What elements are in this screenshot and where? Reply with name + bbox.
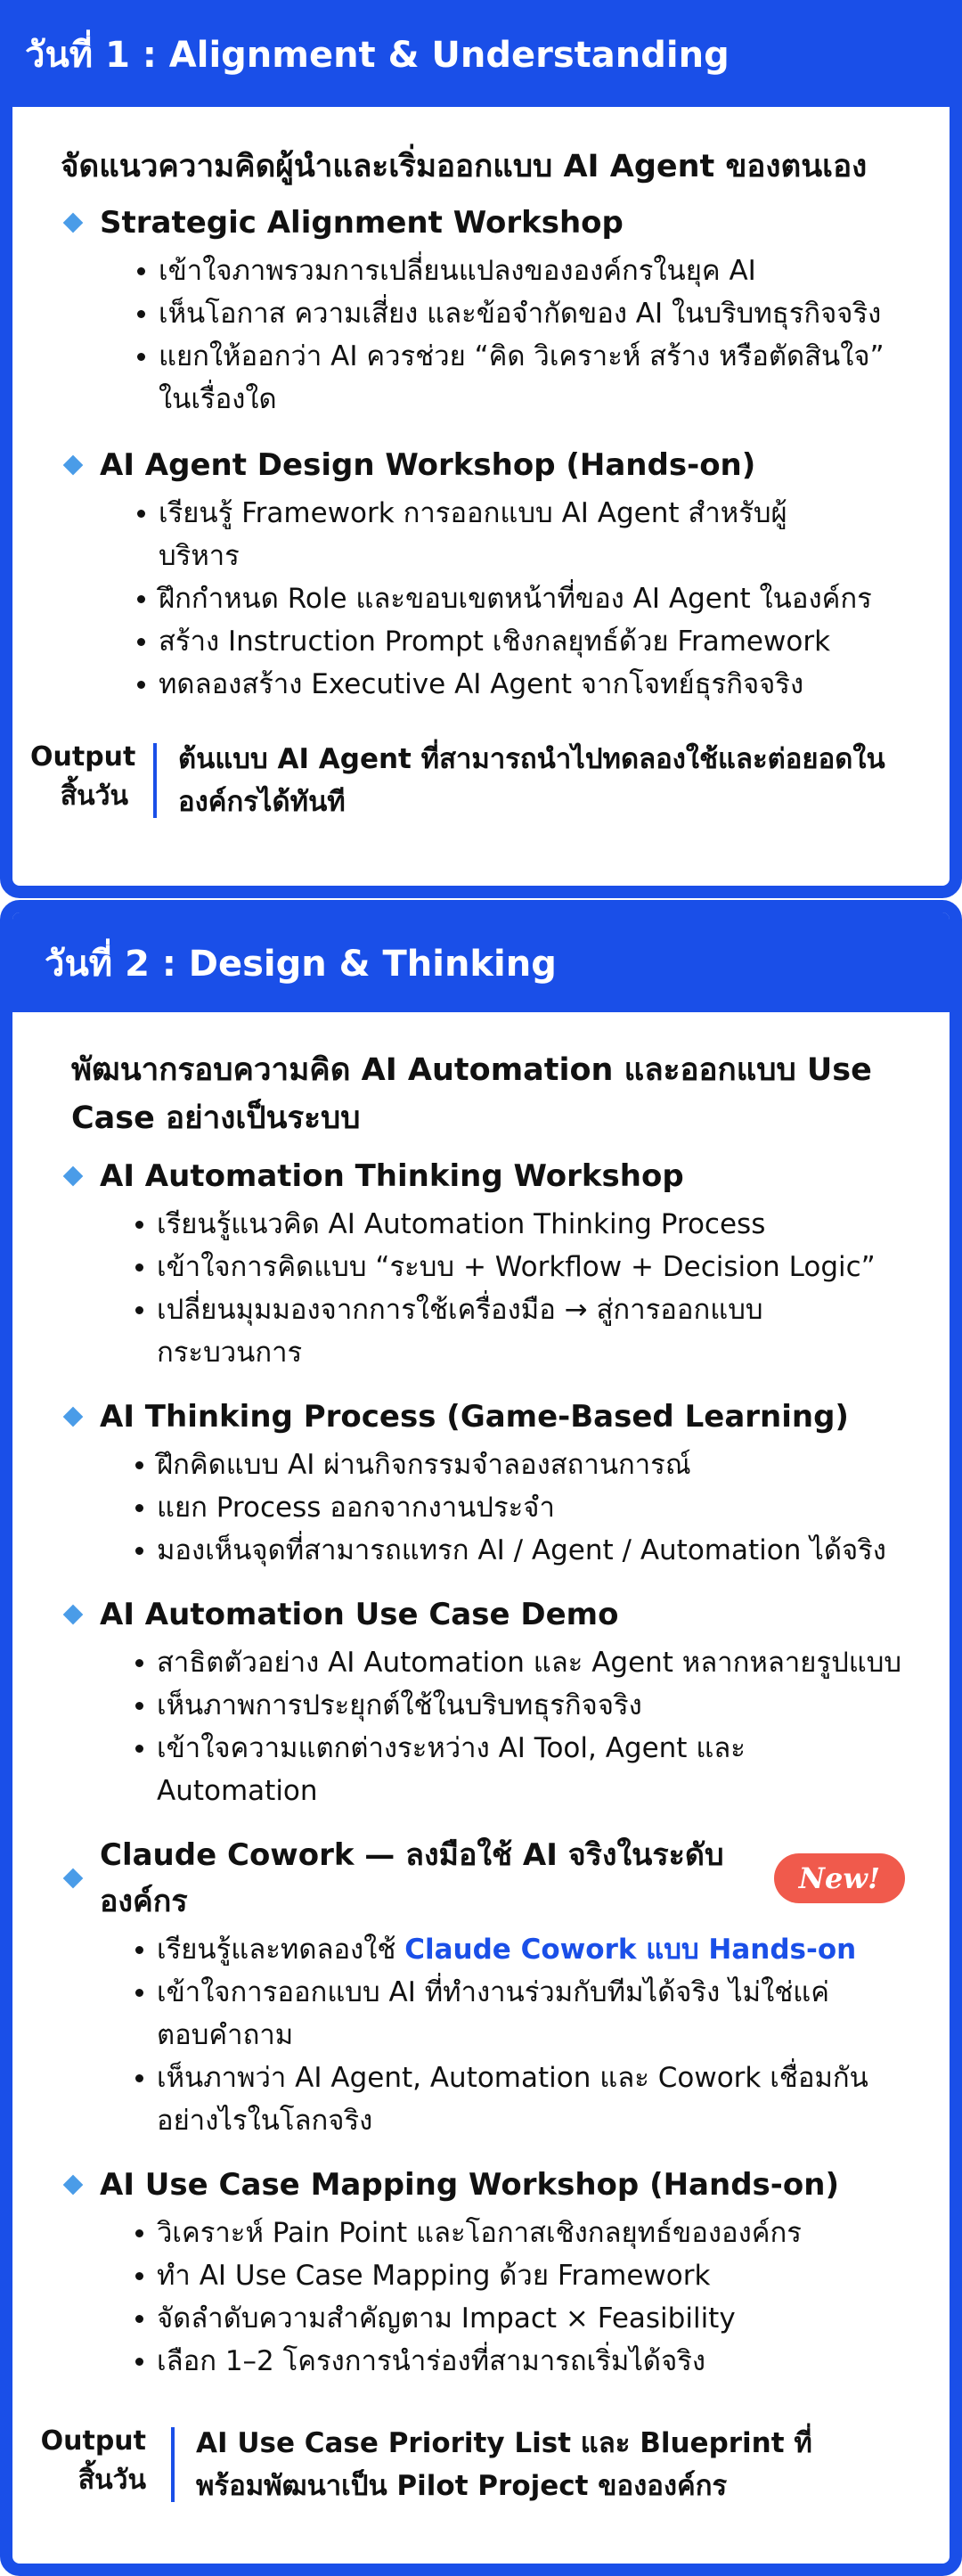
list-item: มองเห็นจุดที่สามารถแทรก AI / Agent / Automation ได้จริง	[135, 1529, 905, 1572]
day2-section-use-case-mapping	[71, 2162, 905, 2383]
section-title-text: AI Automation Thinking Workshop	[100, 1158, 684, 1194]
diamond-icon	[63, 455, 84, 476]
list-item	[135, 1928, 905, 1971]
diamond-icon	[63, 2175, 84, 2196]
day1-section-agent-design	[61, 442, 905, 706]
diamond-icon	[63, 1166, 84, 1187]
section-title-text: AI Use Case Mapping Workshop (Hands-on)	[100, 2167, 839, 2203]
day2-section-use-case-demo	[71, 1591, 905, 1812]
section-title	[61, 1153, 905, 1199]
list-item: แยก Process ออกจากงานประจำ	[135, 1486, 905, 1529]
list-item: เปลี่ยนมุมมองจากการใช้เครื่องมือ → สู่การออกแบบกระบวนการ	[135, 1288, 905, 1374]
day1-header: วันที่ 1 : Alignment & Understanding	[12, 12, 950, 107]
list-item: เห็นโอกาส ความเสี่ยง และข้อจำกัดของ AI ในบริบทธุรกิจจริง	[137, 292, 905, 335]
list-item: เข้าใจการออกแบบ AI ที่ทำงานร่วมกับทีมได้จริง ไม่ใช่แค่ตอบคำถาม	[135, 1971, 905, 2057]
list-item-text: เรียนรู้และทดลองใช้	[157, 1934, 405, 1966]
bullet-list	[71, 1203, 905, 1374]
bullet-list	[71, 1928, 905, 2142]
output-text: AI Use Case Priority List และ Blueprint ที่พร้อมพัฒนาเป็น Pilot Project ขององค์กร	[196, 2427, 812, 2502]
list-item: เห็นภาพว่า AI Agent, Automation และ Cowork เชื่อมกันอย่างไรในโลกจริง	[135, 2057, 905, 2142]
diamond-icon	[63, 1605, 84, 1625]
section-title-text: Strategic Alignment Workshop	[100, 205, 624, 241]
highlight-text: Claude Cowork แบบ Hands-on	[404, 1934, 857, 1966]
list-item: เรียนรู้ Framework การออกแบบ AI Agent สำหรับผู้บริหาร	[137, 492, 905, 577]
section-title-text: Claude Cowork — ลงมือใช้ AI จริงในระดับองค์กร	[100, 1837, 724, 1919]
list-item: ทดลองสร้าง Executive AI Agent จากโจทย์ธุรกิจจริง	[137, 663, 905, 706]
day1-output	[30, 738, 905, 823]
output-label	[39, 2422, 146, 2500]
list-item: จัดลำดับความสำคัญตาม Impact × Feasibility	[135, 2297, 905, 2340]
list-item: ฝึกกำหนด Role และขอบเขตหน้าที่ของ AI Agent ในองค์กร	[137, 577, 905, 620]
day1-body	[12, 107, 950, 823]
section-title	[61, 442, 905, 488]
diamond-icon	[63, 1407, 84, 1427]
section-title	[61, 200, 905, 246]
output-divider	[171, 2427, 175, 2502]
list-item: เข้าใจการคิดแบบ “ระบบ + Workflow + Decision Logic”	[135, 1246, 905, 1288]
section-title-text: AI Agent Design Workshop (Hands-on)	[100, 447, 756, 483]
output-divider	[153, 743, 157, 818]
list-item: เรียนรู้แนวคิด AI Automation Thinking Process	[135, 1203, 905, 1246]
day1-section-strategic	[61, 200, 905, 421]
day1-card	[0, 0, 962, 898]
day2-body	[12, 1012, 950, 2507]
output-label	[30, 738, 136, 816]
output-label-line1: Output	[30, 741, 136, 773]
section-title	[61, 1394, 905, 1440]
day2-section-thinking-process	[71, 1394, 905, 1572]
new-badge: New!	[774, 1853, 905, 1903]
section-title-text: AI Automation Use Case Demo	[100, 1597, 619, 1632]
list-item: สร้าง Instruction Prompt เชิงกลยุทธ์ด้วย Framework	[137, 620, 905, 663]
day2-section-claude-cowork	[71, 1832, 905, 2142]
diamond-icon	[63, 1869, 84, 1889]
output-label-line2: สิ้นวัน	[77, 2465, 146, 2496]
list-item: สาธิตตัวอย่าง AI Automation และ Agent หลากหลายรูปแบบ	[135, 1641, 905, 1684]
list-item: ทำ AI Use Case Mapping ด้วย Framework	[135, 2254, 905, 2297]
bullet-list	[71, 2212, 905, 2383]
day2-output	[39, 2422, 905, 2507]
list-item: เห็นภาพการประยุกต์ใช้ในบริบทธุรกิจจริง	[135, 1684, 905, 1727]
bullet-list	[71, 1641, 905, 1812]
list-item: ฝึกคิดแบบ AI ผ่านกิจกรรมจำลองสถานการณ์	[135, 1443, 905, 1486]
output-label-line1: Output	[40, 2425, 146, 2457]
section-title	[61, 1832, 905, 1925]
day2-section-automation-thinking	[71, 1153, 905, 1374]
section-title-text: AI Thinking Process (Game-Based Learning)	[100, 1399, 849, 1435]
day1-intro: จัดแนวความคิดผู้นำและเริ่มออกแบบ AI Agent ของตนเอง	[61, 149, 868, 184]
day2-header: วันที่ 2 : Design & Thinking	[12, 912, 950, 1012]
bullet-list	[71, 1443, 905, 1572]
list-item: เลือก 1–2 โครงการนำร่องที่สามารถเริ่มได้จริง	[135, 2340, 905, 2383]
bullet-list	[61, 249, 905, 421]
day2-card	[0, 900, 962, 2576]
bullet-list	[61, 492, 905, 706]
list-item: แยกให้ออกว่า AI ควรช่วย “คิด วิเคราะห์ สร้าง หรือตัดสินใจ” ในเรื่องใด	[137, 335, 905, 421]
output-text: ต้นแบบ AI Agent ที่สามารถนำไปทดลองใช้และต่อยอดในองค์กรได้ทันที	[178, 743, 885, 818]
section-title	[61, 2162, 905, 2208]
list-item: เข้าใจความแตกต่างระหว่าง AI Tool, Agent และ Automation	[135, 1727, 905, 1812]
day2-intro: พัฒนากรอบความคิด AI Automation และออกแบบ Use Case อย่างเป็นระบบ	[71, 1052, 872, 1136]
diamond-icon	[63, 213, 84, 233]
list-item: เข้าใจภาพรวมการเปลี่ยนแปลงขององค์กรในยุค AI	[137, 249, 905, 292]
output-label-line2: สิ้นวัน	[60, 781, 128, 812]
list-item: วิเคราะห์ Pain Point และโอกาสเชิงกลยุทธ์ขององค์กร	[135, 2212, 905, 2254]
section-title	[61, 1591, 905, 1638]
